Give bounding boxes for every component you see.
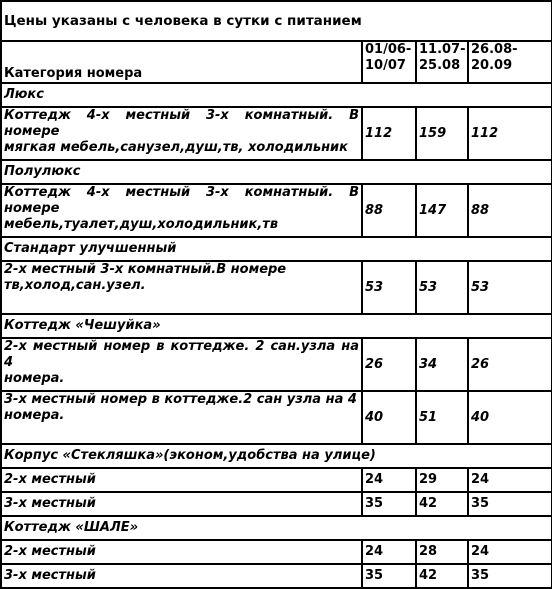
price-cell: 42 [416, 492, 468, 516]
period-header-2 [416, 41, 468, 83]
room-description-line: мебель,туалет,душ,холодильник,тв [4, 217, 279, 232]
period-2-start: 11.07- [419, 42, 466, 57]
room-row [1, 107, 552, 160]
category-name: Корпус «Стекляшка»(эконом,удобства на улице) [1, 444, 552, 468]
room-description [1, 391, 362, 444]
price-cell: 26 [468, 338, 552, 391]
room-description-line: 2-х местный [4, 544, 96, 559]
price-cell: 53 [416, 261, 468, 314]
price-cell: 88 [362, 184, 416, 237]
price-cell: 35 [468, 492, 552, 516]
room-description-line: 3-х местный номер в коттедже.2 сан узла на 4 [4, 392, 357, 407]
period-header-1 [362, 41, 416, 83]
price-cell: 51 [416, 391, 468, 444]
price-cell: 24 [468, 540, 552, 564]
room-description-line: 2-х местный 3-х комнатный.В номере [4, 262, 287, 277]
room-description [1, 107, 362, 160]
price-cell: 24 [468, 468, 552, 492]
period-1-start: 01/06- [365, 42, 412, 57]
room-description [1, 492, 362, 516]
price-cell: 35 [362, 492, 416, 516]
price-cell: 28 [416, 540, 468, 564]
room-description [1, 540, 362, 564]
room-row [1, 468, 552, 492]
table-caption: Цены указаны с человека в сутки с питанием [1, 1, 552, 41]
price-cell: 35 [362, 564, 416, 588]
room-row [1, 261, 552, 314]
header-row [1, 41, 552, 83]
category-row [1, 83, 552, 107]
room-description-line: Коттедж 4-х местный 3-х комнатный. В номере [4, 185, 359, 216]
room-description-line: номера. [4, 371, 65, 386]
period-header-3 [468, 41, 552, 83]
price-cell: 24 [362, 540, 416, 564]
price-cell: 35 [468, 564, 552, 588]
room-description [1, 338, 362, 391]
room-description [1, 468, 362, 492]
price-cell: 34 [416, 338, 468, 391]
category-name: Люкс [1, 83, 552, 107]
room-description-line: мягкая мебель,санузел,душ,тв, холодильник [4, 140, 348, 155]
category-row [1, 237, 552, 261]
period-2-end: 25.08 [419, 58, 461, 73]
room-row [1, 564, 552, 588]
caption-row [1, 1, 552, 41]
price-cell: 147 [416, 184, 468, 237]
price-cell: 40 [468, 391, 552, 444]
price-cell: 24 [362, 468, 416, 492]
room-row [1, 184, 552, 237]
price-cell: 53 [362, 261, 416, 314]
room-row [1, 492, 552, 516]
room-description [1, 261, 362, 314]
category-name: Коттедж «Чешуйка» [1, 314, 552, 338]
period-3-start: 26.08- [471, 42, 518, 57]
category-row [1, 444, 552, 468]
table-body [1, 1, 552, 588]
room-description-line: 3-х местный [4, 568, 96, 583]
room-description-line: номера. [4, 408, 65, 423]
price-cell: 53 [468, 261, 552, 314]
price-cell: 112 [362, 107, 416, 160]
price-cell: 26 [362, 338, 416, 391]
period-3-end: 20.09 [471, 58, 513, 73]
category-row [1, 516, 552, 540]
category-row [1, 160, 552, 184]
room-description-line: 3-х местный [4, 496, 96, 511]
room-description [1, 564, 362, 588]
period-1-end: 10/07 [365, 58, 406, 73]
room-row [1, 540, 552, 564]
category-name: Стандарт улучшенный [1, 237, 552, 261]
price-cell: 159 [416, 107, 468, 160]
price-cell: 88 [468, 184, 552, 237]
room-description [1, 184, 362, 237]
room-description-line: тв,холод,сан.узел. [4, 278, 146, 293]
price-cell: 29 [416, 468, 468, 492]
price-cell: 42 [416, 564, 468, 588]
price-cell: 112 [468, 107, 552, 160]
category-name: Коттедж «ШАЛЕ» [1, 516, 552, 540]
room-description-line: Коттедж 4-х местный 3-х комнатный. В номере [4, 108, 359, 139]
category-row [1, 314, 552, 338]
category-name: Полулюкс [1, 160, 552, 184]
room-row [1, 391, 552, 444]
room-description-line: 2-х местный номер в коттедже. 2 сан.узла на 4 [4, 339, 359, 370]
price-cell: 40 [362, 391, 416, 444]
room-description-line: 2-х местный [4, 472, 96, 487]
category-column-header: Категория номера [1, 41, 362, 83]
room-row [1, 338, 552, 391]
